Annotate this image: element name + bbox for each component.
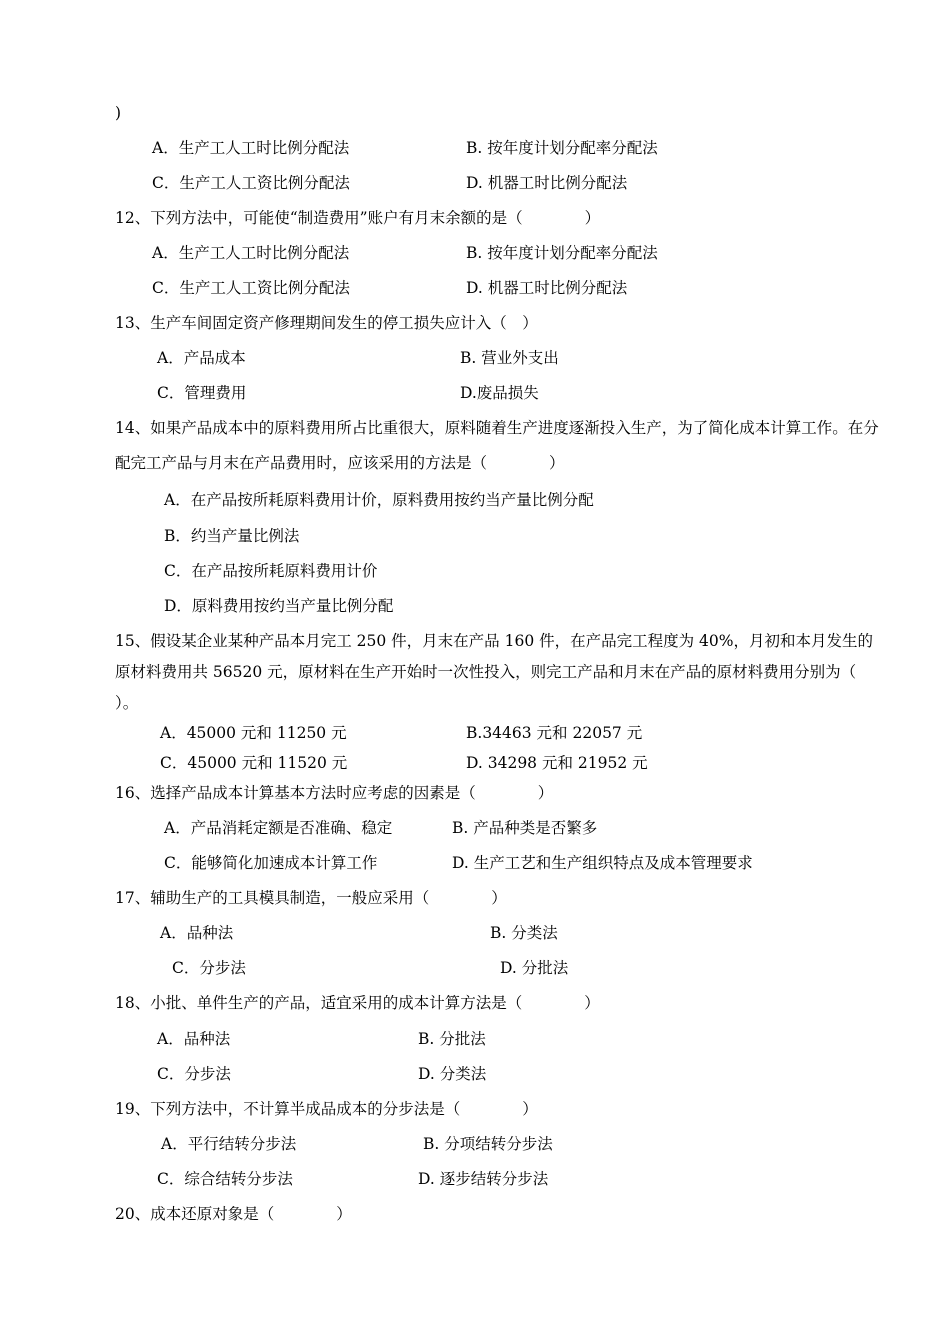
- q13-option-d: D.废品损失: [460, 384, 539, 402]
- q11-stem-tail: ): [115, 104, 122, 122]
- q15-option-d: D. 34298 元和 21952 元: [466, 754, 648, 772]
- q17-option-c: C．分步法: [172, 959, 246, 977]
- q15-stem: 15、假设某企业某种产品本月完工 250 件，月末在产品 160 件，在产品完工程度为 40%，月初和本月发生的原材料费用共 56520 元，原材料在生产开始时一次性投入，则完工产品和月末在产品的原材料费用分别为（ ）。: [115, 632, 919, 712]
- q14-option-a: A．在产品按所耗原料费用计价，原料费用按约当产量比例分配: [164, 491, 594, 509]
- q20-stem: 20、成本还原对象是（ ）: [115, 1205, 352, 1223]
- q16-option-c: C．能够简化加速成本计算工作: [164, 854, 378, 872]
- q13-option-c: C．管理费用: [157, 384, 247, 402]
- q13-option-a: A．产品成本: [157, 349, 246, 367]
- q15-option-c: C．45000 元和 11520 元: [160, 754, 348, 772]
- q14-option-c: C．在产品按所耗原料费用计价: [164, 562, 378, 580]
- q19-option-b: B. 分项结转分步法: [423, 1135, 553, 1153]
- q15-option-a: A．45000 元和 11250 元: [160, 724, 347, 742]
- q19-stem: 19、下列方法中，不计算半成品成本的分步法是（ ）: [115, 1100, 538, 1118]
- q18-stem: 18、小批、单件生产的产品，适宜采用的成本计算方法是（ ）: [115, 994, 600, 1012]
- q14-stem: 14、如果产品成本中的原料费用所占比重很大，原料随着生产进度逐渐投入生产，为了简化成本计算工作。在分配完工产品与月末在产品费用时，应该采用的方法是（ ）: [115, 419, 879, 472]
- q18-option-c: C．分步法: [157, 1065, 231, 1083]
- q11-option-b: B. 按年度计划分配率分配法: [466, 139, 658, 157]
- q12-stem: 12、下列方法中，可能使“制造费用”账户有月末余额的是（ ）: [115, 209, 601, 227]
- q16-option-d: D. 生产工艺和生产组织特点及成本管理要求: [452, 854, 753, 872]
- q19-option-d: D. 逐步结转分步法: [418, 1170, 549, 1188]
- q11-option-d: D. 机器工时比例分配法: [466, 174, 628, 192]
- q17-option-d: D. 分批法: [500, 959, 569, 977]
- q17-option-a: A．品种法: [160, 924, 234, 942]
- q18-option-a: A．品种法: [157, 1030, 231, 1048]
- q12-option-d: D. 机器工时比例分配法: [466, 279, 628, 297]
- q13-stem: 13、生产车间固定资产修理期间发生的停工损失应计入（ ）: [115, 314, 538, 332]
- q14-option-d: D．原料费用按约当产量比例分配: [164, 597, 394, 615]
- q12-option-b: B. 按年度计划分配率分配法: [466, 244, 658, 262]
- q17-stem: 17、辅助生产的工具模具制造，一般应采用（ ）: [115, 889, 507, 907]
- q16-option-b: B. 产品种类是否繁多: [452, 819, 598, 837]
- q16-option-a: A．产品消耗定额是否准确、稳定: [164, 819, 393, 837]
- q19-option-c: C．综合结转分步法: [157, 1170, 293, 1188]
- q18-option-d: D. 分类法: [418, 1065, 487, 1083]
- q19-option-a: A．平行结转分步法: [161, 1135, 297, 1153]
- q13-option-b: B. 营业外支出: [460, 349, 559, 367]
- q14-option-b: B．约当产量比例法: [164, 527, 300, 545]
- q11-option-a: A．生产工人工时比例分配法: [152, 139, 350, 157]
- q12-option-c: C．生产工人工资比例分配法: [152, 279, 350, 297]
- q17-option-b: B. 分类法: [490, 924, 558, 942]
- q16-stem: 16、选择产品成本计算基本方法时应考虑的因素是（ ）: [115, 784, 554, 802]
- q12-option-a: A．生产工人工时比例分配法: [152, 244, 350, 262]
- q18-option-b: B. 分批法: [418, 1030, 486, 1048]
- q11-option-c: C．生产工人工资比例分配法: [152, 174, 350, 192]
- q15-option-b: B.34463 元和 22057 元: [466, 724, 643, 742]
